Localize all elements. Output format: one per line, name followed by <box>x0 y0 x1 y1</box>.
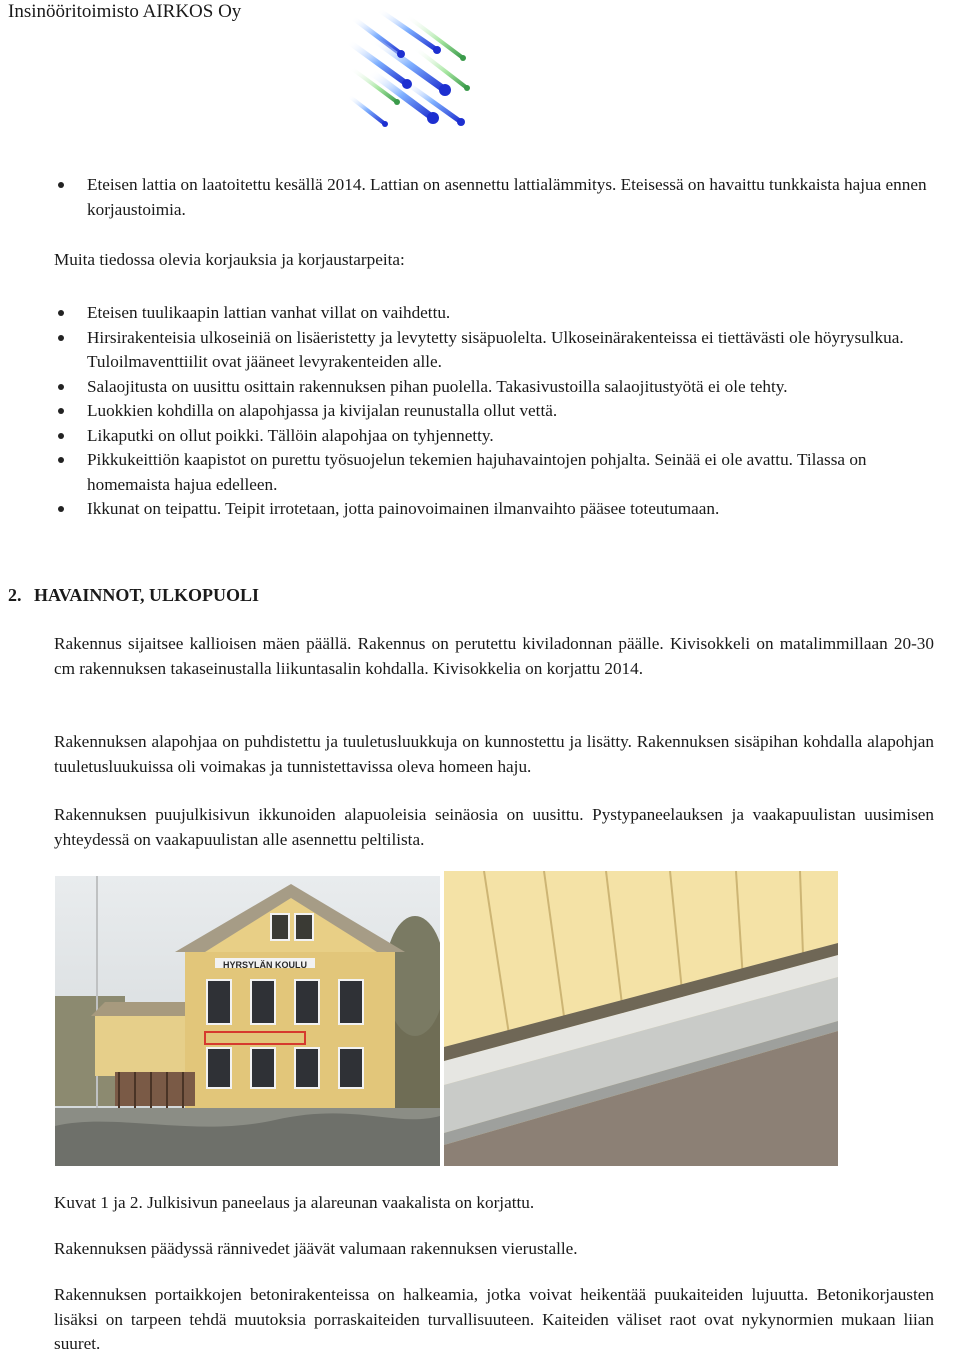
section-title: HAVAINNOT, ULKOPUOLI <box>34 585 260 605</box>
section-number: 2. <box>8 585 22 605</box>
list-item: Pikkukeittiön kaapistot on purettu työsuojelun tekemien hajuhavaintojen pohjalta. Seinää ei ole avattu. Tilassa on homemaista hajua edelleen. <box>54 448 934 497</box>
intro-bullet-list <box>54 173 934 222</box>
list-item: Likaputki on ollut poikki. Tällöin alapohjaa on tyhjennetty. <box>54 424 934 449</box>
photo-school-building <box>55 876 440 1166</box>
paragraph: Rakennuksen portaikkojen betonirakenteissa on halkeamia, jotka voivat heikentää puukaiteiden lujuutta. Betonikorjausten lisäksi on tarpeen tehdä muutoksia porraskaiteiden turvallisuuteen. Kaiteiden väliset raot ovat nykynormien mukaan liian suuret. <box>54 1285 934 1353</box>
list-item: Salaojitusta on uusittu osittain rakennuksen pihan puolella. Takasivustoilla salaojitustyötä ei ole tehty. <box>54 375 934 400</box>
paragraph: Rakennus sijaitsee kallioisen mäen päällä. Rakennus on perutettu kiviladonnan päälle. Kivisokkeli on matalimmillaan 20-30 cm rakennuksen takaseinustalla liikuntasalin kohdalla. Kivisokkelia on korjattu 2014. <box>54 634 934 678</box>
repairs-list <box>54 301 934 522</box>
list-item: Luokkien kohdilla on alapohjassa ja kivijalan reunustalla ollut vettä. <box>54 399 934 424</box>
paragraph: Rakennuksen päädyssä rännivedet jäävät valumaan rakennuksen vierustalle. <box>54 1239 578 1258</box>
paragraph: Rakennuksen alapohjaa on puhdistettu ja tuuletusluukkuja on kunnostettu ja lisätty. Rakennuksen sisäpihan kohdalla alapohjan tuuletusluukuissa oli voimakas ja tunnistettavissa oleva homeen haju. <box>54 732 934 776</box>
paragraph: Rakennuksen puujulkisivun ikkunoiden alapuoleisia seinäosia on uusittu. Pystypaneelauksen ja vaakapuulistan uusimisen yhteydessä on vaakapuulistan alle asennettu peltilista. <box>54 805 934 849</box>
list-item: Eteisen tuulikaapin lattian vanhat villat on vaihdettu. <box>54 301 934 326</box>
section-heading <box>8 583 259 607</box>
list-item: Hirsirakenteisia ulkoseiniä on lisäeristetty ja levytetty sisäpuolelta. Ulkoseinärakenteissa ei tiettävästi ole höyrysulkua. Tuloilmaventtiilit ovat jääneet levyrakenteiden alle. <box>54 326 934 375</box>
company-name: Insinööritoimisto AIRKOS Oy <box>8 1 242 22</box>
photo-sign-text: HYRSYLÄN KOULU <box>223 960 308 970</box>
photo-caption: Kuvat 1 ja 2. Julkisivun paneelaus ja alareunan vaakalista on korjattu. <box>54 1193 535 1212</box>
list-item: Eteisen lattia on laatoitettu kesällä 2014. Lattian on asennettu lattialämmitys. Eteisessä on havaittu tunkkaista hajua ennen korjaustoimia. <box>54 173 934 222</box>
comet-streaks-logo <box>345 6 475 130</box>
photo-panel-closeup <box>444 871 838 1166</box>
repairs-intro: Muita tiedossa olevia korjauksia ja korjaustarpeita: <box>54 250 405 269</box>
list-item: Ikkunat on teipattu. Teipit irrotetaan, jotta painovoimainen ilmanvaihto pääsee toteutumaan. <box>54 497 934 522</box>
